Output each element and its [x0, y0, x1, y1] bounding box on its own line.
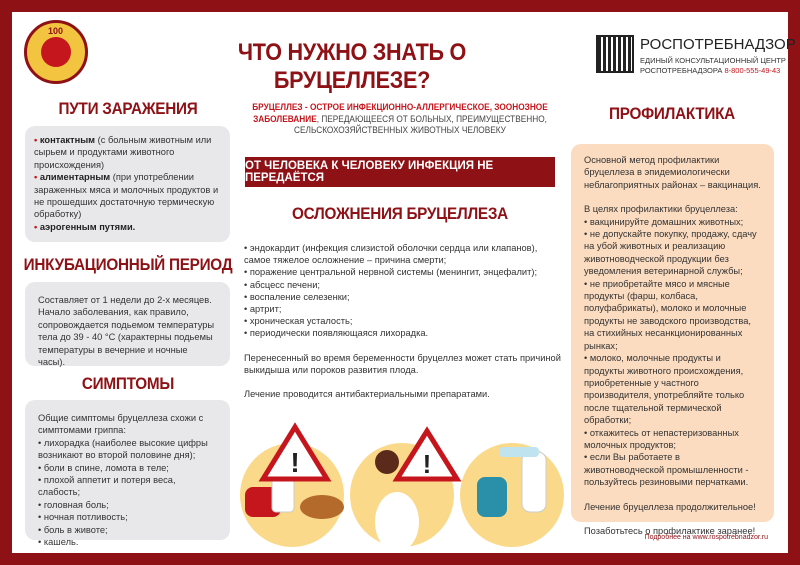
- complication-item: • хроническая усталость;: [244, 316, 353, 327]
- prevention-title: ПРОФИЛАКТИКА: [609, 104, 735, 123]
- footer-link[interactable]: Подробнее на www.rospotrebnadzor.ru: [644, 534, 768, 541]
- prevention-item: • не приобретайте мясо и мясные продукты (фарш, колбаса, полуфабрикаты), молоко и молочные продукты не заводского производства, на стихийных несанкционированных рынках;: [584, 278, 751, 351]
- hotline-phone[interactable]: 8-800-555-49-43: [724, 66, 781, 75]
- symptom-item: • боль в животе;: [38, 524, 108, 535]
- definition-bold: БРУЦЕЛЛЕЗ - ОСТРОЕ ИНФЕКЦИОННО-АЛЛЕРГИЧЕСКОЕ, ЗООНОЗНОЕ ЗАБОЛЕВАНИЕ: [252, 102, 548, 124]
- symptom-item: • плохой аппетит и потеря веса, слабость;: [38, 475, 176, 498]
- symptom-item: • боли в спине, ломота в теле;: [38, 462, 169, 473]
- incubation-box: [25, 282, 230, 366]
- infection-item: • аэрогенным путями.: [34, 221, 136, 232]
- prevention-item: • вакцинируйте домашних животных;: [584, 216, 744, 227]
- complications-body: [244, 242, 564, 400]
- illustrations: [237, 417, 567, 552]
- complication-item: • поражение центральной нервной системы (менингит, энцефалит);: [244, 267, 538, 278]
- vaccination-illustration: [460, 443, 564, 547]
- definition-text: , ПЕРЕДАЮЩЕЕСЯ ОТ БОЛЬНЫХ, ПРЕИМУЩЕСТВЕННО, СЕЛЬСКОХОЗЯЙСТВЕННЫХ ЖИВОТНЫХ ЧЕЛОВЕКУ: [294, 113, 547, 135]
- anniversary-logo: 100: [24, 20, 88, 84]
- pregnancy-note: Перенесенный во время беременности бруцеллез может стать причиной выкидыша или пороков развития плода.: [244, 352, 561, 375]
- symptom-item: • ночная потливость;: [38, 512, 128, 523]
- complications-title: ОСЛОЖНЕНИЯ БРУЦЕЛЛЕЗА: [292, 204, 508, 223]
- prevention-note: Лечение бруцеллеза продолжительное!: [584, 501, 756, 512]
- complication-item: • периодически появляющаяся лихорадка.: [244, 328, 429, 339]
- prevention-item: • если Вы работаете в животноводческой промышленности - пользуйтесь резиновыми перчатками.: [584, 452, 749, 488]
- symptoms-box: [25, 400, 230, 548]
- infection-item: • контактным (с больным животным или сырьем и продуктами животного происхождения): [34, 135, 212, 170]
- brand-line2-row: [640, 66, 780, 75]
- symptom-item: • кашель.: [38, 537, 79, 548]
- brand-line1: ЕДИНЫЙ КОНСУЛЬТАЦИОННЫЙ ЦЕНТР: [640, 56, 786, 65]
- prevention-item: • молоко, молочные продукты и продукты животного происхождения, приобретенные у частного производителя, употребляйте только после тщательной термической обработки;: [584, 353, 745, 426]
- infection-title: ПУТИ ЗАРАЖЕНИЯ: [58, 99, 198, 118]
- complication-item: • воспаление селезенки;: [244, 291, 350, 302]
- symptoms-title: СИМПТОМЫ: [81, 374, 175, 393]
- prevention-item: • не допускайте покупку, продажу, сдачу на убой животных и реализацию животноводческой продукции без уведомления ветеринарной службы;: [584, 229, 757, 277]
- prevention-note: Позаботьтесь о профилактике заранее!: [584, 525, 756, 536]
- prevention-box: [571, 144, 774, 536]
- symptoms-intro: Общие симптомы бруцеллеза схожи с симптомами гриппа:: [38, 413, 204, 436]
- poster: [12, 12, 796, 553]
- treatment-note: Лечение проводится антибактериальными препаратами.: [244, 389, 490, 400]
- no-transmission-banner: ОТ ЧЕЛОВЕКА К ЧЕЛОВЕКУ ИНФЕКЦИЯ НЕ ПЕРЕДАЁТСЯ: [245, 157, 555, 187]
- qr-code-icon: [598, 37, 632, 71]
- prevention-lead: В целях профилактики бруцеллеза:: [584, 204, 738, 215]
- page-title: ЧТО НУЖНО ЗНАТЬ О БРУЦЕЛЛЕЗЕ?: [237, 39, 467, 94]
- complication-item: • эндокардит (инфекция слизистой оболочки сердца или клапанов), самое тяжелое осложнение – причина смерти;: [244, 243, 538, 266]
- incubation-title: ИНКУБАЦИОННЫЙ ПЕРИОД: [23, 255, 233, 274]
- svg-text:!: !: [422, 449, 432, 479]
- definition: [240, 102, 560, 137]
- complication-item: • артрит;: [244, 304, 282, 315]
- infection-item: • алиментарным (при употреблении зараженных мяса и молочных продуктов и не прошедших достаточную термическую обработку): [34, 172, 219, 220]
- complication-item: • абсцесс печени;: [244, 279, 320, 290]
- infection-box: [25, 126, 230, 242]
- symptom-item: • головная боль;: [38, 499, 109, 510]
- svg-text:!: !: [290, 447, 300, 478]
- brand-line2: РОСПОТРЕБНАДЗОРА: [640, 66, 723, 75]
- incubation-text: Составляет от 1 недели до 2-х месяцев. Начало заболевания, как правило, сопровождается подьемом температуры тела до 39 - 40 °С (характерны подьемы температуры в вечерние и ночные часы).: [38, 295, 215, 368]
- symptom-item: • лихорадка (наиболее высокие цифры возникают во второй половине дня);: [38, 437, 208, 461]
- prevention-item: • откажитесь от непастеризованных молочных продуктов;: [584, 427, 739, 450]
- prevention-intro: Основной метод профилактики бруцеллеза в эпидемиологически неблагоприятных районах – вакцинация.: [584, 155, 761, 190]
- brand-name: РОСПОТРЕБНАДЗОР: [640, 36, 796, 53]
